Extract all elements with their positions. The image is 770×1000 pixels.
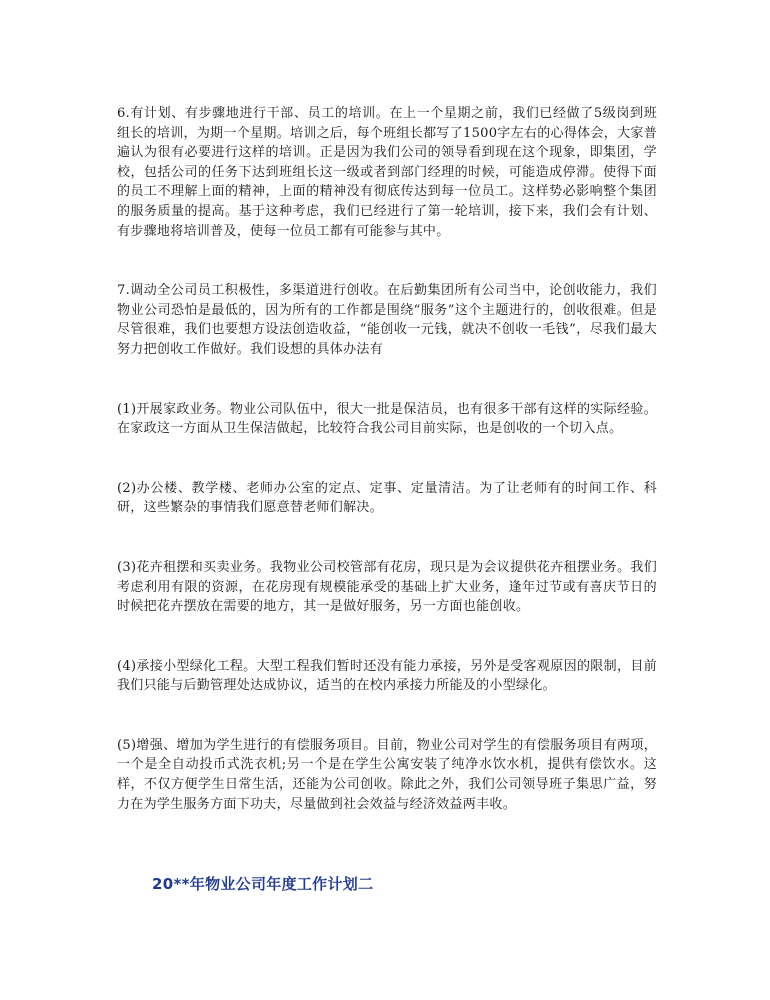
- paragraph-subitem-1: (1)开展家政业务。物业公司队伍中，很大一批是保洁员，也有很多干部有这样的实际经验。在家政这一方面从卫生保洁做起，比较符合我公司目前实际，也是创收的一个切入点。: [117, 401, 657, 437]
- paragraph-subitem-4: (4)承接小型绿化工程。大型工程我们暂时还没有能力承接，另外是受客观原因的限制，目前我们只能与后勤管理处达成协议，适当的在校内承接力所能及的小型绿化。: [117, 658, 657, 694]
- paragraph-item-7: 7.调动全公司员工积极性，多渠道进行创收。在后勤集团所有公司当中，论创收能力，我们物业公司恐怕是最低的，因为所有的工作都是围绕“服务”这个主题进行的，创收很难。但是尽管很难，我们也要想方设法创造收益，“能创收一元钱，就决不创收一毛钱”，尽我们最大努力把创收工作做好。我们设想的具体办法有: [117, 283, 657, 357]
- next-section-title: 20**年物业公司年度工作计划二: [152, 875, 374, 893]
- paragraph-subitem-3: (3)花卉租摆和买卖业务。我物业公司校管部有花房，现只是为会议提供花卉租摆业务。我们考虑利用有限的资源，在花房现有规模能承受的基础上扩大业务，逢年过节或有喜庆节日的时候把花卉摆放在需要的地方，其一是做好服务，另一方面也能创收。: [117, 559, 657, 615]
- paragraph-subitem-2: (2)办公楼、教学楼、老师办公室的定点、定事、定量清洁。为了让老师有的时间工作、科研，这些繁杂的事情我们愿意替老师们解决。: [117, 480, 657, 516]
- paragraph-item-6: 6.有计划、有步骤地进行干部、员工的培训。在上一个星期之前，我们已经做了5级岗到班组长的培训，为期一个星期。培训之后，每个班组长都写了1500字左右的心得体会，大家普遍认为很有必要进行这样的培训。正是因为我们公司的领导看到现在这个现象，即集团，学校，包括公司的任务下达到班组长这一级或者到部门经理的时候，可能造成停滞。使得下面的员工不理解上面的精神，上面的精神没有彻底传达到每一位员工。这样势必影响整个集团的服务质量的提高。基于这种考虑，我们已经进行了第一轮培训，接下来，我们会有计划、有步骤地将培训普及，使每一位员工都有可能参与其中。: [117, 106, 657, 239]
- paragraph-subitem-5: (5)增强、增加为学生进行的有偿服务项目。目前，物业公司对学生的有偿服务项目有两项，一个是全自动投币式洗衣机;另一个是在学生公寓安装了纯净水饮水机，提供有偿饮水。这样，不仅方便学生日常生活，还能为公司创收。除此之外，我们公司领导班子集思广益，努力在为学生服务方面下功夫，尽量做到社会效益与经济效益两丰收。: [117, 737, 657, 812]
- document-body: [117, 104, 657, 854]
